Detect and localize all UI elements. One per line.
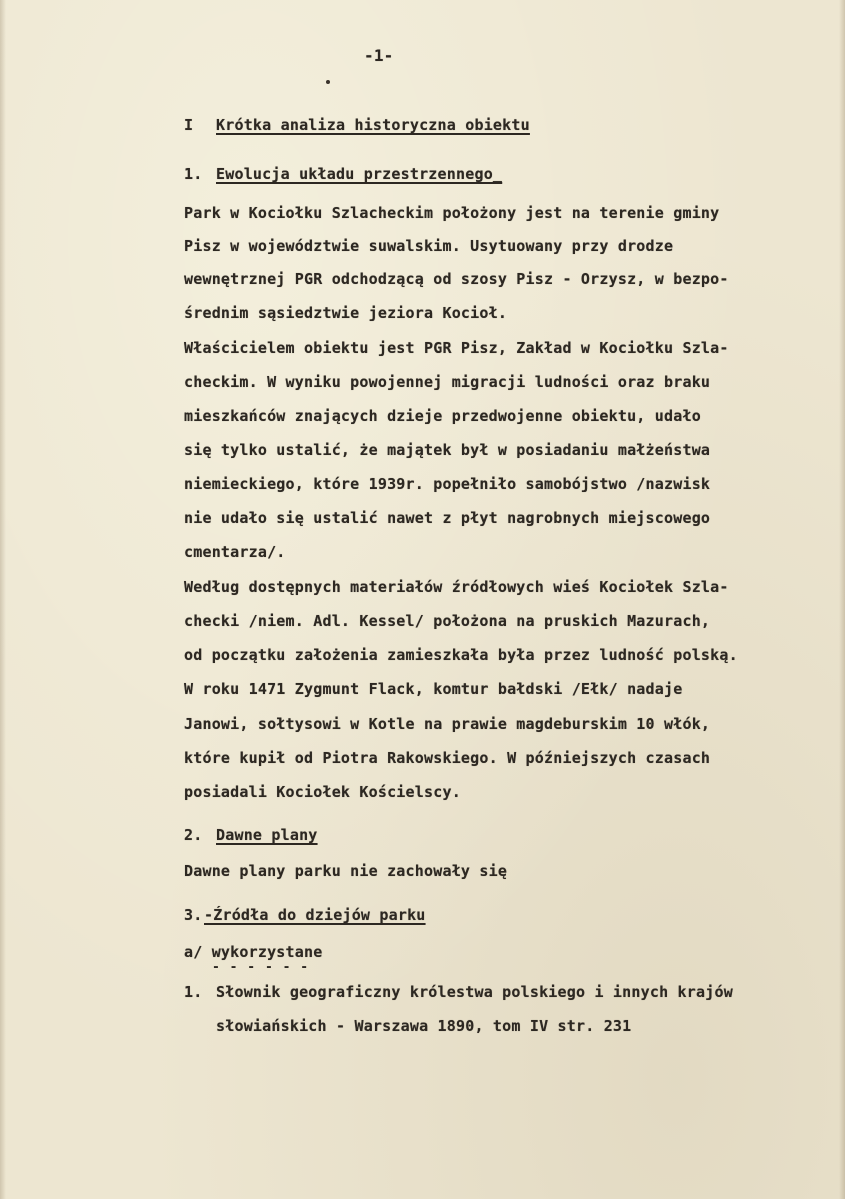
subsection-2-title: Dawne plany <box>216 826 318 844</box>
paragraph-2-line: niemieckiego, które 1939r. popełniło samobójstwo /nazwisk <box>184 475 711 493</box>
section-title: Krótka analiza historyczna obiektu <box>216 116 530 134</box>
page-number: -1- <box>364 46 394 65</box>
source-item-line: słowiańskich - Warszawa 1890, tom IV str. 231 <box>216 1017 632 1035</box>
subheading-underline-dashes: - - - - - - <box>212 960 310 975</box>
paragraph-3-line: posiadali Kociołek Kościelscy. <box>184 783 461 801</box>
paragraph-3-line: Janowi, sołtysowi w Kotle na prawie magdeburskim 10 włók, <box>184 715 711 733</box>
paragraph-3-line: od początku założenia zamieszkała była przez ludność polską. <box>184 646 738 664</box>
page-edge-shadow-right <box>839 0 845 1199</box>
paragraph-2-line: nie udało się ustalić nawet z płyt nagrobnych miejscowego <box>184 509 711 527</box>
paragraph-3-line: które kupił od Piotra Rakowskiego. W późniejszych czasach <box>184 749 711 767</box>
subsection-3-subheading: a/ wykorzystane <box>184 943 323 961</box>
subsection-2-number: 2. <box>184 826 203 844</box>
subsection-3-number: 3. <box>184 906 203 924</box>
paragraph-2-line: Właścicielem obiektu jest PGR Pisz, Zakład w Kociołku Szla- <box>184 339 729 357</box>
subsection-2-text: Dawne plany parku nie zachowały się <box>184 862 508 880</box>
paragraph-3-line: W roku 1471 Zygmunt Flack, komtur bałdski /Ełk/ nadaje <box>184 680 683 698</box>
paragraph-3-line: Według dostępnych materiałów źródłowych wieś Kociołek Szla- <box>184 578 729 596</box>
paragraph-2-line: się tylko ustalić, że majątek był w posiadaniu małżeństwa <box>184 441 711 459</box>
section-numeral: I <box>184 116 194 134</box>
paragraph-1-line: Park w Kociołku Szlacheckim położony jest na terenie gminy <box>184 204 720 222</box>
paragraph-2-line: cmentarza/. <box>184 543 286 561</box>
subsection-1-number: 1. <box>184 165 203 183</box>
paragraph-2-line: mieszkańców znających dzieje przedwojenne obiektu, udało <box>184 407 701 425</box>
paragraph-1-line: wewnętrznej PGR odchodzącą od szosy Pisz - Orzysz, w bezpo- <box>184 270 729 288</box>
source-item-number: 1. <box>184 983 203 1001</box>
paragraph-1-line: średnim sąsiedztwie jeziora Kocioł. <box>184 304 508 322</box>
source-item-line: Słownik geograficzny królestwa polskiego i innych krajów <box>216 983 733 1001</box>
subsection-1-title: Ewolucja układu przestrzennego_ <box>216 165 503 183</box>
paragraph-2-line: checkim. W wyniku powojennej migracji ludności oraz braku <box>184 373 711 391</box>
subsection-3-title: -Źródła do dziejów parku <box>204 906 426 924</box>
page-edge-shadow-left <box>0 0 6 1199</box>
paragraph-1-line: Pisz w województwie suwalskim. Usytuowany przy drodze <box>184 237 674 255</box>
paragraph-3-line: checki /niem. Adl. Kessel/ położona na pruskich Mazurach, <box>184 612 711 630</box>
ink-dot <box>326 80 330 84</box>
